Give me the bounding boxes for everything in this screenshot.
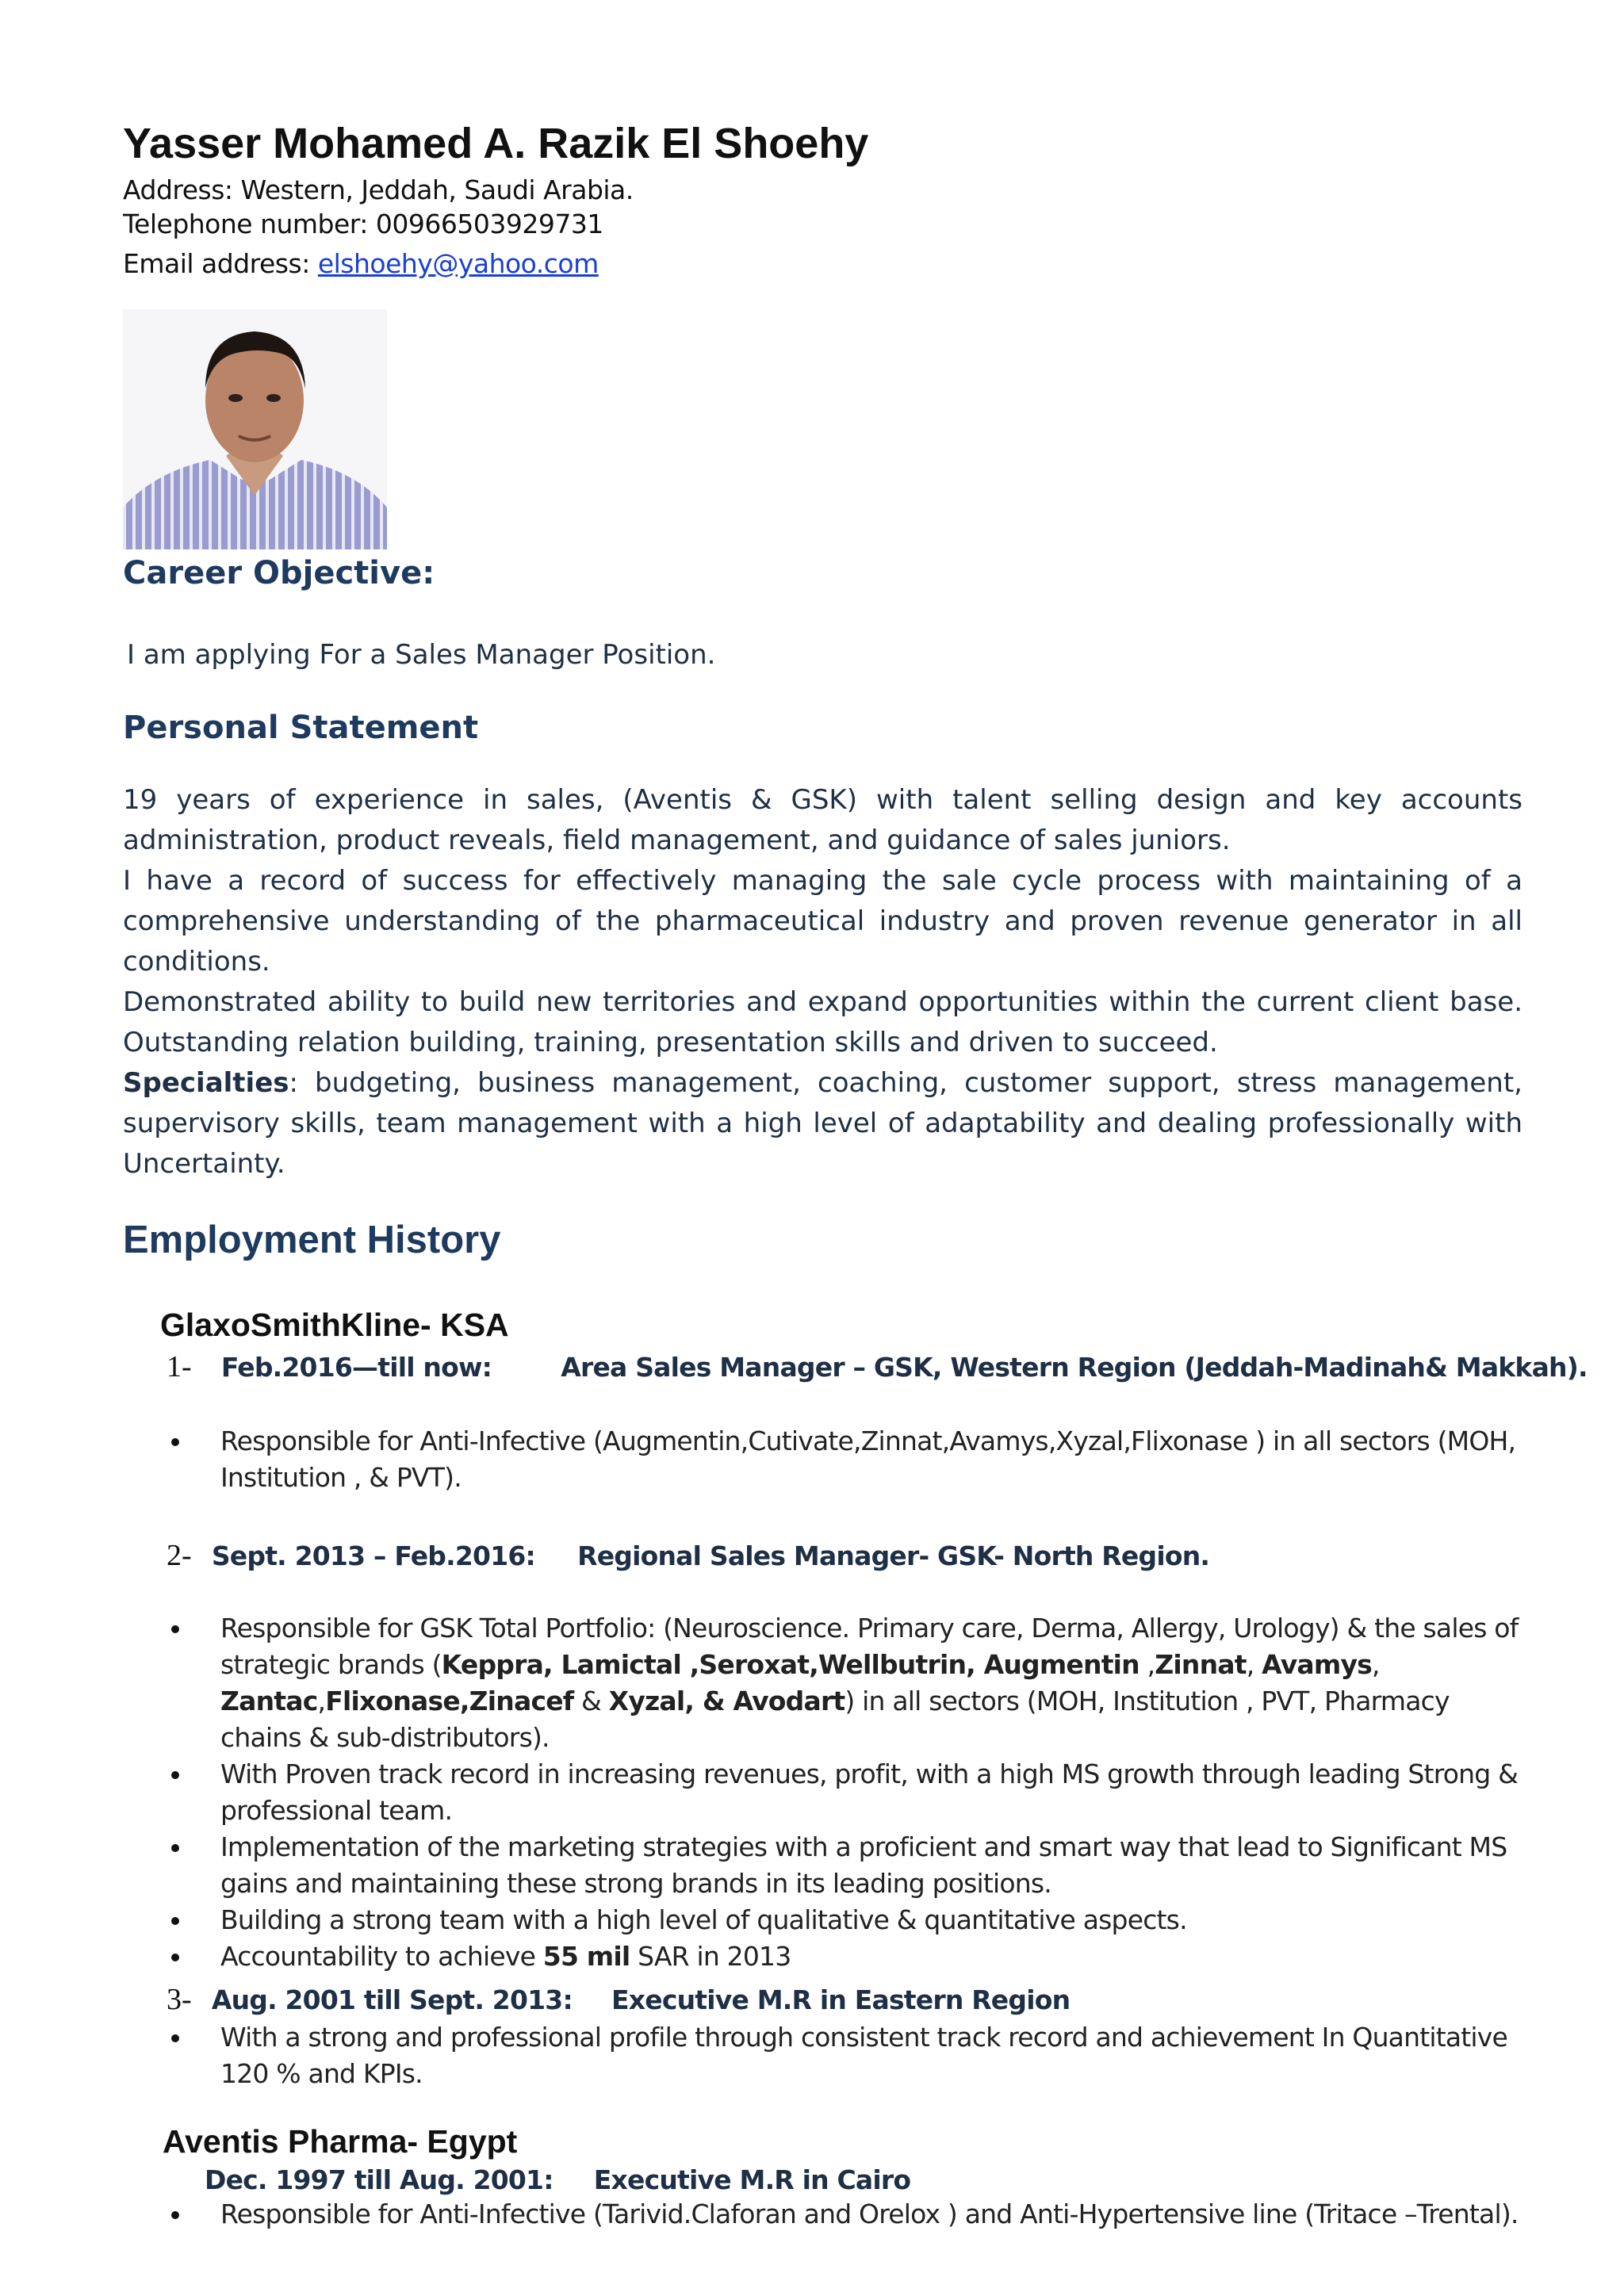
- statement-paragraph: Demonstrated ability to build new territories and expand opportunities within the current client base. Outstanding relation building, training, presentation skills and driven to succeed.: [123, 986, 1522, 1058]
- list-item: [163, 1829, 1534, 1902]
- bullet-icon: [171, 1954, 179, 1961]
- list-item: [163, 1756, 1534, 1829]
- telephone-line: Telephone number: 00966503929731: [123, 209, 603, 239]
- job-line-2: [167, 1538, 1209, 1573]
- personal-statement-body: [123, 780, 1522, 1184]
- target-amount: 55 mil: [542, 1941, 630, 1972]
- brand-names: Keppra, Lamictal ,Seroxat,Wellbutrin, Augmentin: [441, 1649, 1139, 1680]
- bullet-text: SAR in 2013: [630, 1941, 791, 1972]
- statement-paragraph: 19 years of experience in sales, (Aventis & GSK) with talent selling design and key accounts administration, product reveals, field management, and guidance of sales juniors.: [123, 784, 1522, 856]
- bullet-icon: [171, 1438, 179, 1446]
- job-number: 2-: [167, 1539, 192, 1572]
- brand-names: Avamys: [1262, 1649, 1373, 1680]
- bullet-text: ,: [1139, 1649, 1155, 1680]
- brand-names: Flixonase,Zinacef: [325, 1686, 574, 1716]
- job-title: Executive M.R in Eastern Region: [611, 1984, 1071, 2015]
- job-number: 1-: [167, 1350, 192, 1383]
- bullet-icon: [171, 1771, 179, 1779]
- career-objective-heading: Career Objective:: [123, 555, 435, 591]
- job-number: 3-: [167, 1983, 192, 2016]
- bullet-text: With Proven track record in increasing revenues, profit, with a high MS growth through leading Strong & professional team.: [220, 1758, 1519, 1826]
- job1-bullets: [163, 1423, 1534, 1496]
- email-line: [123, 248, 599, 279]
- job-line-1: [167, 1349, 1588, 1384]
- specialties-text: : budgeting, business management, coaching, customer support, stress management, supervisory skills, team management with a high level of adaptability and dealing professionally with Uncertainty.: [123, 1067, 1522, 1180]
- email-label: Email address:: [123, 248, 318, 279]
- bullet-icon: [171, 2034, 179, 2042]
- brand-names: Zinnat: [1155, 1649, 1247, 1680]
- job3-bullets: [163, 2019, 1534, 2092]
- job2-bullets: [163, 1610, 1534, 1975]
- list-item: [163, 2196, 1534, 2233]
- list-item: [163, 2019, 1534, 2092]
- bullet-text: ,: [1246, 1649, 1262, 1680]
- job-date: Aug. 2001 till Sept. 2013:: [211, 1984, 573, 2015]
- bullet-text: Accountability to achieve: [220, 1941, 543, 1972]
- bullet-icon: [171, 1625, 179, 1633]
- bullet-text: &: [573, 1686, 609, 1716]
- aventis-bullets: [163, 2196, 1534, 2233]
- bullet-text: Responsible for Anti-Infective (Augmentin,Cutivate,Zinnat,Avamys,Xyzal,Flixonase ) in all sectors (MOH, Institution , & PVT).: [220, 1425, 1516, 1493]
- bullet-icon: [171, 1844, 179, 1852]
- bullet-text: Building a strong team with a high level of qualitative & quantitative aspects.: [220, 1904, 1187, 1935]
- personal-statement-heading: Personal Statement: [123, 710, 479, 746]
- specialties-paragraph: [123, 1063, 1522, 1184]
- list-item: [163, 1610, 1534, 1756]
- job-title: Executive M.R in Cairo: [593, 2164, 911, 2195]
- bullet-text: Implementation of the marketing strategies with a proficient and smart way that lead to Significant MS gains and maintaining these strong brands in its leading positions.: [220, 1831, 1507, 1899]
- job-date: Dec. 1997 till Aug. 2001:: [205, 2164, 553, 2195]
- bullet-icon: [171, 2211, 179, 2219]
- list-item: [163, 1423, 1534, 1496]
- bullet-text: With a strong and professional profile through consistent track record and achievement In Quantitative 120 % and KPIs.: [220, 2022, 1508, 2089]
- job-line-aventis: [205, 2164, 910, 2195]
- job-date: Feb.2016—till now:: [220, 1352, 492, 1383]
- list-item: [163, 1938, 1534, 1975]
- list-item: [163, 1902, 1534, 1938]
- job-line-3: [167, 1982, 1070, 2017]
- career-objective-text: I am applying For a Sales Manager Position.: [127, 639, 716, 671]
- bullet-text: ) in all sectors (MOH, Institution , PVT, Pharmacy chains & sub-distributors).: [220, 1686, 1450, 1753]
- bullet-text: Responsible for GSK Total Portfolio: (Neuroscience. Primary care, Derma, Allergy, Urology) & the sales of strategic brands (: [220, 1613, 1519, 1680]
- brand-names: Xyzal, & Avodart: [608, 1686, 845, 1716]
- email-link[interactable]: elshoehy@yahoo.com: [317, 248, 599, 279]
- candidate-name: Yasser Mohamed A. Razik El Shoehy: [123, 120, 869, 167]
- bullet-text: ,: [317, 1686, 326, 1716]
- job-title: Area Sales Manager – GSK, Western Region (Jeddah-Madinah& Makkah).: [561, 1352, 1588, 1383]
- job-title: Regional Sales Manager- GSK- North Region.: [577, 1540, 1210, 1571]
- brand-names: Zantac: [220, 1686, 318, 1716]
- bullet-text: ,: [1372, 1649, 1380, 1680]
- bullet-text: Responsible for Anti-Infective (Tarivid.Claforan and Orelox ) and Anti-Hypertensive line (Tritace –Trental).: [220, 2198, 1519, 2229]
- bullet-icon: [171, 1917, 179, 1925]
- address-line: Address: Western, Jeddah, Saudi Arabia.: [123, 174, 634, 205]
- statement-paragraph: I have a record of success for effectively managing the sale cycle process with maintaining of a comprehensive understanding of the pharmaceutical industry and proven revenue generator in all conditions.: [123, 865, 1522, 978]
- company-gsk: GlaxoSmithKline- KSA: [160, 1307, 509, 1343]
- job-date: Sept. 2013 – Feb.2016:: [211, 1540, 535, 1571]
- profile-photo: [123, 309, 387, 549]
- employment-history-heading: Employment History: [123, 1219, 501, 1261]
- company-aventis: Aventis Pharma- Egypt: [163, 2123, 518, 2160]
- specialties-label: Specialties: [123, 1067, 289, 1099]
